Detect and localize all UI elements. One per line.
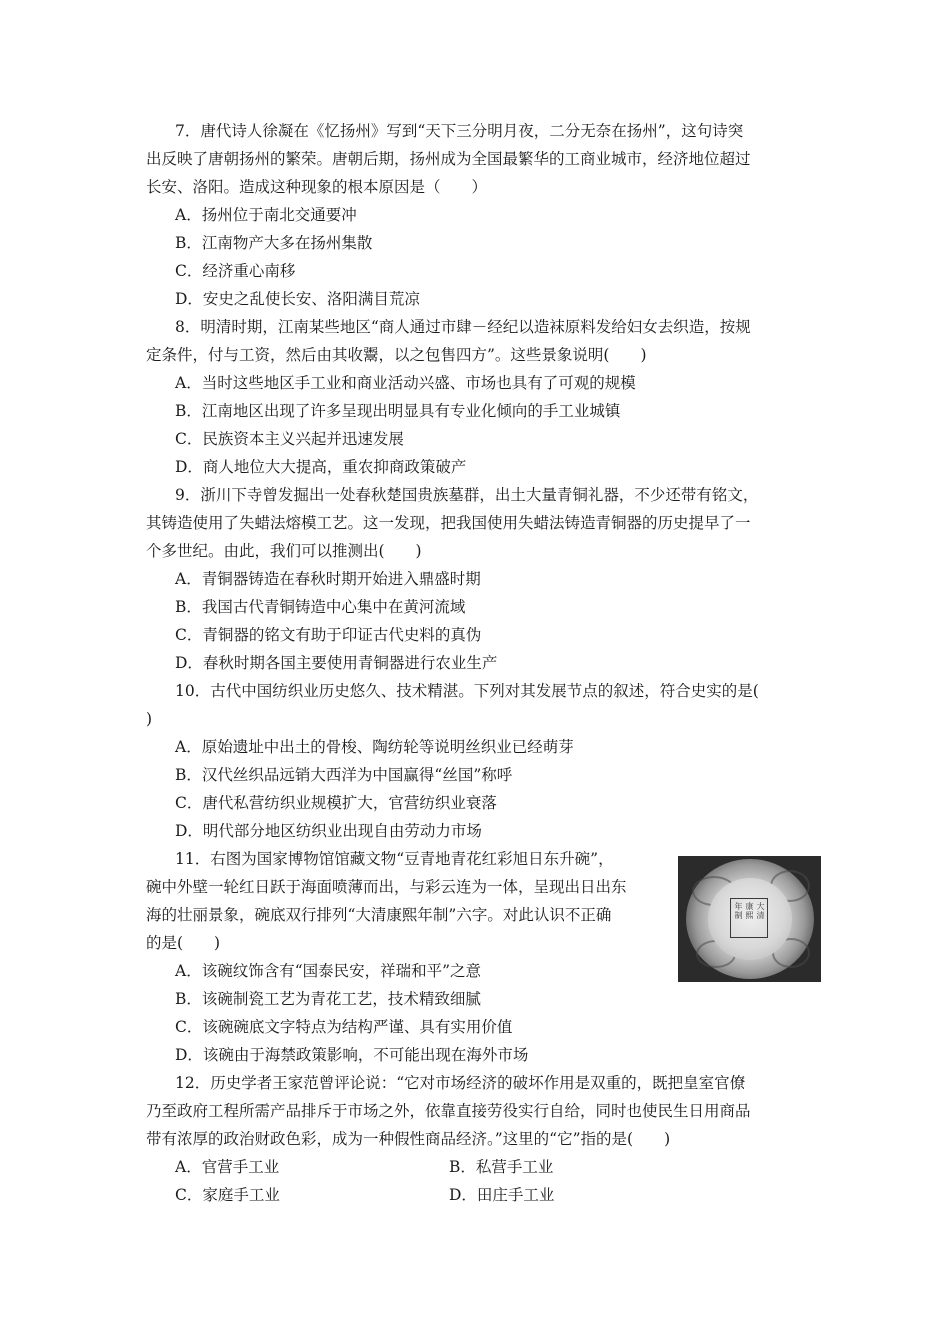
q8-stem-line-2: 定条件，付与工资，然后由其收鬻，以之包售四方”。这些景象说明( ) [146, 346, 647, 364]
q7-option-d: D．安史之乱使长安、洛阳满目荒凉 [175, 290, 420, 308]
q10-option-a: A．原始遗址中出土的骨梭、陶纺轮等说明丝织业已经萌芽 [175, 738, 574, 756]
q11-option-a: A．该碗纹饰含有“国泰民安，祥瑞和平”之意 [175, 962, 482, 980]
porcelain-bowl-photo [678, 856, 821, 982]
q12-option-c: C．家庭手工业 [175, 1186, 280, 1204]
q11-stem-line-3: 海的壮丽景象，碗底双行排列“大清康熙年制”六字。对此认识不正确 [146, 906, 612, 924]
q8-option-d: D．商人地位大大提高，重农抑商政策破产 [175, 458, 467, 476]
q9-option-c: C．青铜器的铭文有助于印证古代史料的真伪 [175, 626, 482, 644]
q12-stem-line-1: 12．历史学者王家范曾评论说：“它对市场经济的破坏作用是双重的，既把皇室官僚 [175, 1074, 746, 1092]
q9-stem-line-3: 个多世纪。由此，我们可以推测出( ) [146, 542, 422, 560]
q7-stem-line-3: 长安、洛阳。造成这种现象的根本原因是（ ） [146, 178, 488, 196]
q9-option-a: A．青铜器铸造在春秋时期开始进入鼎盛时期 [175, 570, 481, 588]
reign-mark-column: 康熙 [745, 902, 754, 920]
q8-stem-line-1: 8．明清时期，江南某些地区“商人通过市肆－经纪以造袜原料发给妇女去织造，按规 [175, 318, 751, 336]
q12-option-a: A．官营手工业 [175, 1158, 280, 1176]
q11-option-d: D．该碗由于海禁政策影响，不可能出现在海外市场 [175, 1046, 529, 1064]
q12-option-d: D．田庄手工业 [449, 1186, 555, 1204]
q11-stem-line-2: 碗中外壁一轮红日跃于海面喷薄而出，与彩云连为一体，呈现出日出东 [146, 878, 627, 896]
q11-option-c: C．该碗碗底文字特点为结构严谨、具有实用价值 [175, 1018, 513, 1036]
q10-option-b: B．汉代丝织品远销大西洋为中国赢得“丝国”称呼 [175, 766, 513, 784]
reign-mark-seal [730, 898, 768, 938]
q9-stem-line-1: 9．浙川下寺曾发掘出一处春秋楚国贵族墓群，出土大量青铜礼器，不少还带有铭文， [175, 486, 759, 504]
q12-stem-line-2: 乃至政府工程所需产品排斥于市场之外，依靠直接劳役实行自给，同时也使民生日用商品 [146, 1102, 751, 1120]
q10-stem-line-2: ) [146, 710, 153, 728]
q7-option-b: B．江南物产大多在扬州集散 [175, 234, 373, 252]
q10-option-d: D．明代部分地区纺织业出现自由劳动力市场 [175, 822, 482, 840]
q7-stem-line-1: 7．唐代诗人徐凝在《忆扬州》写到“天下三分明月夜，二分无奈在扬州”，这句诗突 [175, 122, 744, 140]
q8-option-b: B．江南地区出现了许多呈现出明显具有专业化倾向的手工业城镇 [175, 402, 621, 420]
q11-option-b: B．该碗制瓷工艺为青花工艺，技术精致细腻 [175, 990, 481, 1008]
reign-mark-column: 大清 [756, 902, 765, 920]
q10-option-c: C．唐代私营纺织业规模扩大，官营纺织业衰落 [175, 794, 497, 812]
reign-mark-column: 年制 [734, 902, 743, 920]
q8-option-a: A．当时这些地区手工业和商业活动兴盛、市场也具有了可观的规模 [175, 374, 636, 392]
q10-stem-line-1: 10．古代中国纺织业历史悠久、技术精湛。下列对其发展节点的叙述，符合史实的是( [175, 682, 759, 700]
q11-stem-line-4: 的是( ) [146, 934, 221, 952]
q9-option-d: D．春秋时期各国主要使用青铜器进行农业生产 [175, 654, 498, 672]
q7-stem-line-2: 出反映了唐朝扬州的繁荣。唐朝后期，扬州成为全国最繁华的工商业城市，经济地位超过 [146, 150, 751, 168]
q12-option-b: B．私营手工业 [449, 1158, 554, 1176]
q8-option-c: C．民族资本主义兴起并迅速发展 [175, 430, 404, 448]
q7-option-c: C．经济重心南移 [175, 262, 296, 280]
q9-stem-line-2: 其铸造使用了失蜡法熔模工艺。这一发现，把我国使用失蜡法铸造青铜器的历史提早了一 [146, 514, 751, 532]
q12-stem-line-3: 带有浓厚的政治财政色彩，成为一种假性商品经济。”这里的“它”指的是( ) [146, 1130, 671, 1148]
q11-stem-line-1: 11．右图为国家博物馆馆藏文物“豆青地青花红彩旭日东升碗”， [175, 850, 614, 868]
q9-option-b: B．我国古代青铜铸造中心集中在黄河流域 [175, 598, 466, 616]
q7-option-a: A．扬州位于南北交通要冲 [175, 206, 357, 224]
